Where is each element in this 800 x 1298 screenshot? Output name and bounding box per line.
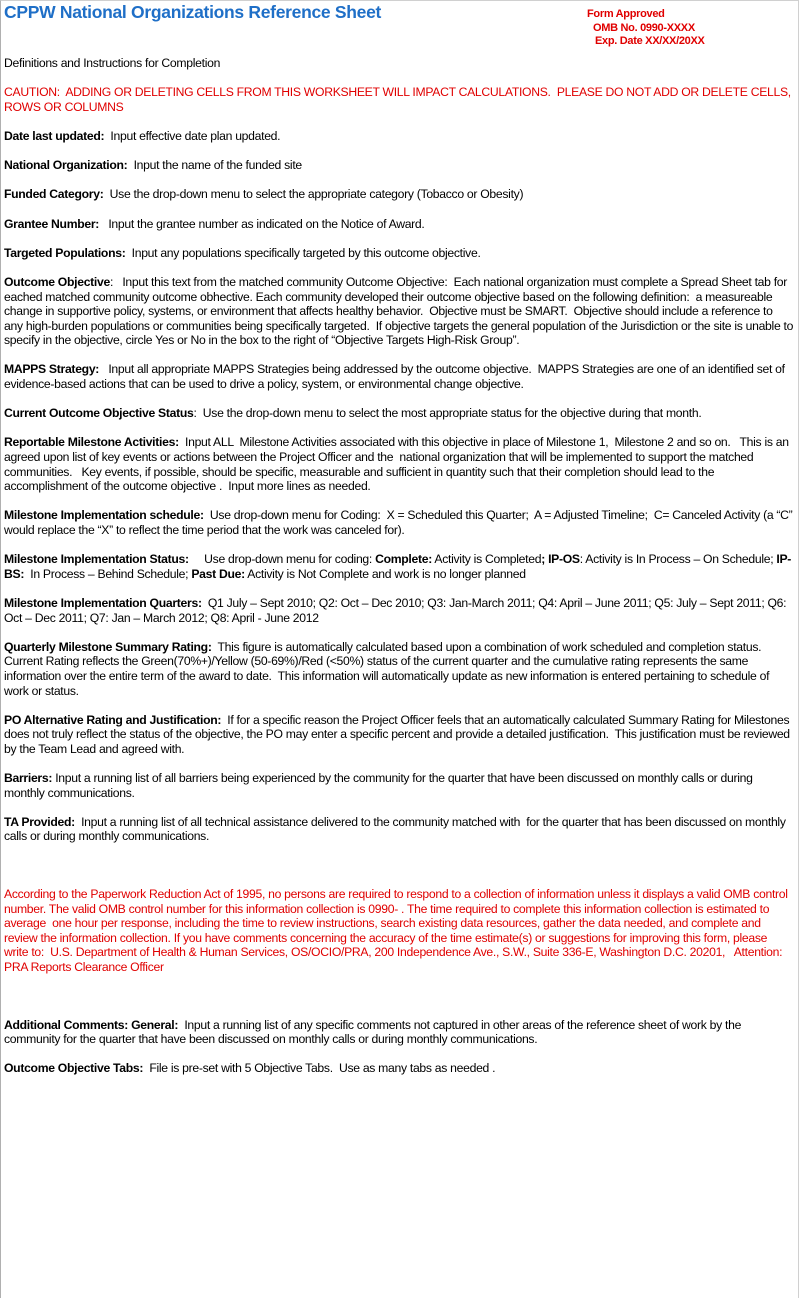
definition-label: Funded Category: — [4, 187, 104, 202]
page-title: CPPW National Organizations Reference Sheet — [4, 2, 382, 22]
status-description: Activity is Not Complete and work is no longer planned — [244, 566, 526, 581]
definition-label: Barriers: — [4, 771, 53, 786]
definition-text: Input the grantee number as indicated on the Notice of Award. — [99, 216, 425, 231]
status-description: In Process – Behind Schedule; — [24, 566, 192, 581]
definition-item — [4, 246, 794, 261]
definition-label: Grantee Number: — [4, 216, 100, 231]
omb-number: OMB No. 0990-XXXX — [593, 21, 695, 34]
status-description: Activity is Completed — [431, 552, 542, 567]
definition-text: Use drop-down menu for Coding: X = Scheduled this Quarter; A = Adjusted Timeline; C= Canceled Activity (a “C” would replace the “X” to reflect the time period that the work was canceled for). — [4, 508, 796, 537]
definition-item — [4, 217, 794, 232]
definition-text: Q1 July – Sept 2010; Q2: Oct – Dec 2010; Q3: Jan-March 2011; Q4: April – June 2011; Q5: July – Sept 2011; Q6: Oct – Dec 2011; Q7: Jan – March 2012; Q8: April - June 2012 — [4, 595, 790, 625]
definition-item — [4, 771, 794, 800]
definition-item — [4, 435, 794, 493]
definition-text: Input a running list of any specific comments not captured in other areas of the reference sheet of work by the community for the quarter that have been discussed on monthly calls or during monthly communications. — [4, 1017, 745, 1047]
definition-label: Reportable Milestone Activities: — [4, 435, 179, 450]
definition-text: Use drop-down menu for coding: — [188, 552, 376, 567]
definition-label: TA Provided: — [4, 814, 75, 829]
caution-notice: CAUTION: ADDING OR DELETING CELLS FROM THIS WORKSHEET WILL IMPACT CALCULATIONS. PLEASE DO NOT ADD OR DELETE CELLS, ROWS OR COLUMNS — [4, 85, 794, 114]
form-approved: Form Approved — [587, 8, 665, 20]
definition-item — [4, 640, 794, 698]
definition-text: : Input this text from the matched community Outcome Objective: Each national organization must complete a Spread Sheet tab for eached matched community outcome obhective. Each community developed their outcome objective based on the following definition: a measureable change in supportive policy, systems, or environment that affects healthy behavior. Objective must be SMART. Objective should include a reference to any high-burden populations or communities being specifically targeted. If objective targets the general population of the Jurisdiction or the site is unable to specify in the objective, circle Yes or No in the box to the right of “Objective Targets High-Risk Group”. — [4, 274, 797, 348]
definition-text: Input all appropriate MAPPS Strategies being addressed by the outcome objective. MAPPS Strategies are one of an identified set of evidence-based actions that can be used to drive a policy, system, or environmental change objective. — [4, 362, 788, 392]
definition-item — [4, 713, 794, 757]
definition-label: Milestone Implementation Status: — [4, 552, 189, 567]
definition-text: File is pre-set with 5 Objective Tabs. Use as many tabs as needed . — [143, 1061, 496, 1076]
definition-label: MAPPS Strategy: — [4, 362, 100, 377]
footer-definition-list — [4, 1018, 794, 1076]
status-code: Complete: — [375, 552, 432, 567]
definition-label: National Organization: — [4, 158, 128, 173]
definition-list — [4, 128, 797, 844]
definition-item — [4, 187, 794, 202]
definition-text: If for a specific reason the Project Officer feels that an automatically calculated Summary Rating for Milestones does not truly reflect the status of the objective, the PO may enter a specific percent and provide a detailed justification. This justification must be reviewed by the Team Lead and agreed with. — [4, 712, 793, 756]
omb-form-info — [587, 8, 705, 49]
definition-item — [4, 362, 794, 391]
definition-label: Outcome Objective — [4, 274, 110, 289]
definition-label: Additional Comments: General: — [4, 1017, 179, 1032]
instructions-heading: Definitions and Instructions for Completion — [4, 56, 221, 70]
definition-label: Quarterly Milestone Summary Rating: — [4, 639, 212, 654]
definition-text: Use the drop-down menu to select the appropriate category (Tobacco or Obesity) — [103, 187, 524, 202]
definition-text: Input a running list of all technical assistance delivered to the community matched with for the quarter that has been discussed on monthly calls or during monthly communications. — [4, 814, 789, 844]
status-code: Past Due: — [191, 566, 245, 581]
definition-item — [4, 596, 794, 625]
status-code: IP-BS: — [4, 552, 792, 581]
definition-text: Input effective date plan updated. — [104, 128, 281, 143]
definition-label: Outcome Objective Tabs: — [4, 1061, 144, 1076]
instructions-body — [0, 56, 798, 1096]
definition-label: Current Outcome Objective Status — [4, 406, 194, 421]
definition-item — [4, 1018, 794, 1047]
definition-label: Date last updated: — [4, 128, 105, 143]
definition-item — [4, 158, 794, 173]
status-code: ; IP-OS — [541, 552, 580, 567]
definition-item — [4, 129, 794, 144]
definition-item — [4, 815, 794, 844]
definition-item — [4, 508, 794, 537]
definition-text: Input ALL Milestone Activities associated with this objective in place of Milestone 1, Milestone 2 and so on. This is an agreed upon list of key events or actions between the Project Officer and the national organization that will be implemented to support the matched communities. Key events, if possible, should be specific, measurable and sufficient in quantity such that their completion should lead to the accomplishment of the outcome objective . Input more lines as needed. — [4, 435, 792, 494]
definition-text: Input any populations specifically targeted by this outcome objective. — [125, 245, 481, 260]
definition-item — [4, 552, 794, 581]
status-description: : Activity is In Process – On Schedule; — [579, 552, 777, 567]
definition-text: Input the name of the funded site — [127, 158, 302, 173]
header — [0, 0, 800, 56]
definition-label: Milestone Implementation Quarters: — [4, 595, 202, 610]
definition-item — [4, 274, 797, 348]
definition-text: Input a running list of all barriers being experienced by the community for the quarter that have been discussed on monthly calls or during monthly communications. — [4, 771, 756, 800]
definition-item — [4, 406, 794, 421]
definition-item — [4, 1061, 794, 1076]
definition-text: : Use the drop-down menu to select the most appropriate status for the objective during that month. — [193, 406, 702, 421]
exp-date: Exp. Date XX/XX/20XX — [595, 35, 705, 47]
paperwork-notice: According to the Paperwork Reduction Act of 1995, no persons are required to respond to a collection of information unless it displays a valid OMB control number. The valid OMB control number for this information collection is 0990- . The time required to complete this information collection is estimated to average one hour per response, including the time to review instructions, search existing data resources, gather the data needed, and complete and review the information collection. If you have comments concerning the accuracy of the time estimate(s) or suggestions for improving this form, please write to: U.S. Department of Health & Human Services, OS/OCIO/PRA, 200 Independence Ave., S.W., Suite 336-E, Washington D.C. 20201, Attention: PRA Reports Clearance Officer — [4, 887, 791, 975]
definition-label: PO Alternative Rating and Justification: — [4, 712, 222, 727]
definition-label: Targeted Populations: — [4, 245, 126, 260]
definition-label: Milestone Implementation schedule: — [4, 508, 204, 523]
definition-text: This figure is automatically calculated based upon a combination of work scheduled and completion status. Current Rating reflects the Green(70%+)/Yellow (50-69%)/Red (<50%) status of the current quarter and the cumulative rating represents the same information over the entire term of the award to date. This information will automatically update as new information is entered pertaining to schedule of work or status. — [4, 639, 773, 698]
